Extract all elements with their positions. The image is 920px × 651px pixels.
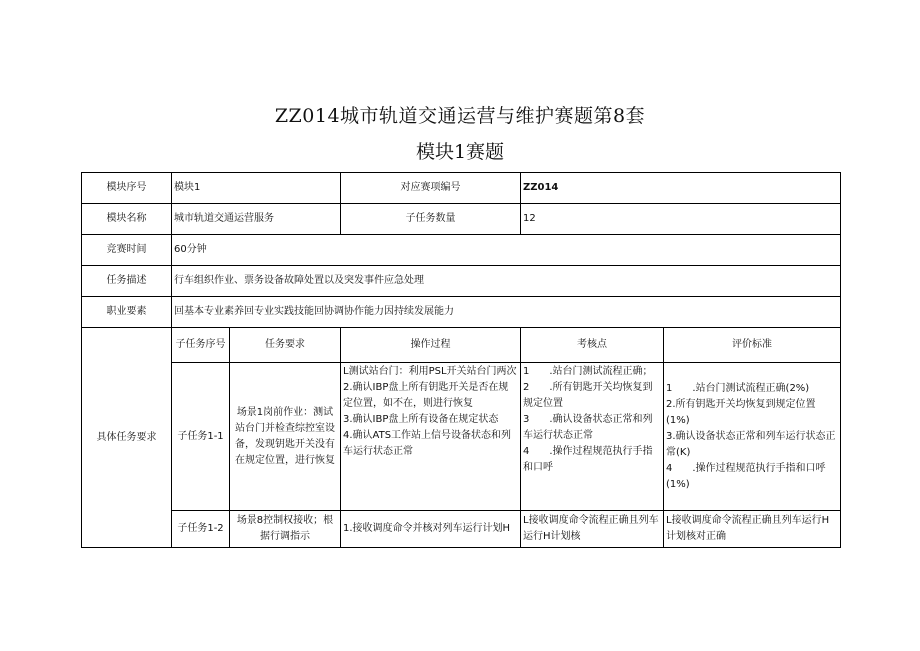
subtask-count-label: 子任务数量: [341, 204, 521, 235]
tasks-section-label: 具体任务要求: [82, 328, 172, 548]
module-no-value: 模块1: [172, 173, 341, 204]
checkpoint-item: L接收调度命令流程正确且列车运行H计划核: [523, 515, 659, 542]
checkpoint-item: 3 .确认设备状态正常和列车运行状态正常: [523, 414, 653, 441]
subtask-process: [341, 363, 521, 511]
process-step: L测试站台门：利用PSL开关站台门两次: [343, 366, 517, 377]
process-step: 4.确认ATS工作站上信号设备状态和列车运行状态正常: [343, 430, 512, 457]
subtask-criteria: [664, 511, 841, 548]
time-label: 竞赛时间: [82, 235, 172, 266]
subtask-requirement: 场景1岗前作业：测试站台门并检查综控室设备，发现钥匙开关没有在规定位置，进行恢复: [230, 363, 341, 511]
process-step: 3.确认IBP盘上所有设备在规定状态: [343, 414, 499, 425]
criteria-item: 4 .操作过程规范执行手指和口呼(1%): [666, 462, 826, 490]
module-name-value: 城市轨道交通运营服务: [172, 204, 341, 235]
subtask-count-value: 12: [521, 204, 841, 235]
desc-value: 行车组织作业、票务设备故障处置以及突发事件应急处理: [172, 266, 841, 297]
criteria-item: L接收调度命令流程正确且列车运行H计划核对正确: [666, 515, 830, 542]
subtask-checkpoints: [521, 363, 664, 511]
subtask-requirement: 场景8控制权接收；根据行调指示: [230, 511, 341, 548]
subtask-process: [341, 511, 521, 548]
subtask-no: 子任务1-1: [172, 363, 230, 511]
career-value: 回基本专业素养回专业实践技能回协调协作能力因持续发展能力: [172, 297, 841, 328]
document-title: ZZ014城市轨道交通运营与维护赛题第8套: [274, 105, 646, 127]
subtask-criteria: [664, 363, 841, 511]
desc-label: 任务描述: [82, 266, 172, 297]
header-process: 操作过程: [341, 328, 521, 363]
header-checkpoints: 考核点: [521, 328, 664, 363]
criteria-item: 1 .站台门测试流程正确(2%): [666, 382, 810, 394]
checkpoint-item: 4 .操作过程规范执行手指和口呼: [523, 446, 653, 473]
header-requirement: 任务要求: [230, 328, 341, 363]
header-criteria: 评价标准: [664, 328, 841, 363]
criteria-item: 3.确认设备状态正常和列车运行状态正常(K): [666, 430, 836, 458]
checkpoint-item: 1 .站台门测试流程正确；: [523, 366, 653, 377]
checkpoint-item: 2 .所有钥匙开关均恢复到规定位置: [523, 382, 653, 409]
module-no-label: 模块序号: [82, 173, 172, 204]
criteria-item: 2.所有钥匙开关均恢复到规定位置(1%): [666, 398, 816, 426]
module-name-label: 模块名称: [82, 204, 172, 235]
subtask-checkpoints: [521, 511, 664, 548]
document-subtitle: 模块1赛题: [415, 141, 505, 163]
code-value: ZZ014: [521, 173, 841, 204]
time-value: 60分钟: [172, 235, 841, 266]
process-step: 2.确认IBP盘上所有钥匙开关是否在规定位置，如不在，则进行恢复: [343, 382, 509, 409]
code-label: 对应赛项编号: [341, 173, 521, 204]
header-subtask-no: 子任务序号: [172, 328, 230, 363]
subtask-no: 子任务1-2: [172, 511, 230, 548]
process-step: 1.接收调度命令并核对列车运行计划H: [343, 523, 511, 534]
task-table: [81, 172, 841, 548]
career-label: 职业要素: [82, 297, 172, 328]
